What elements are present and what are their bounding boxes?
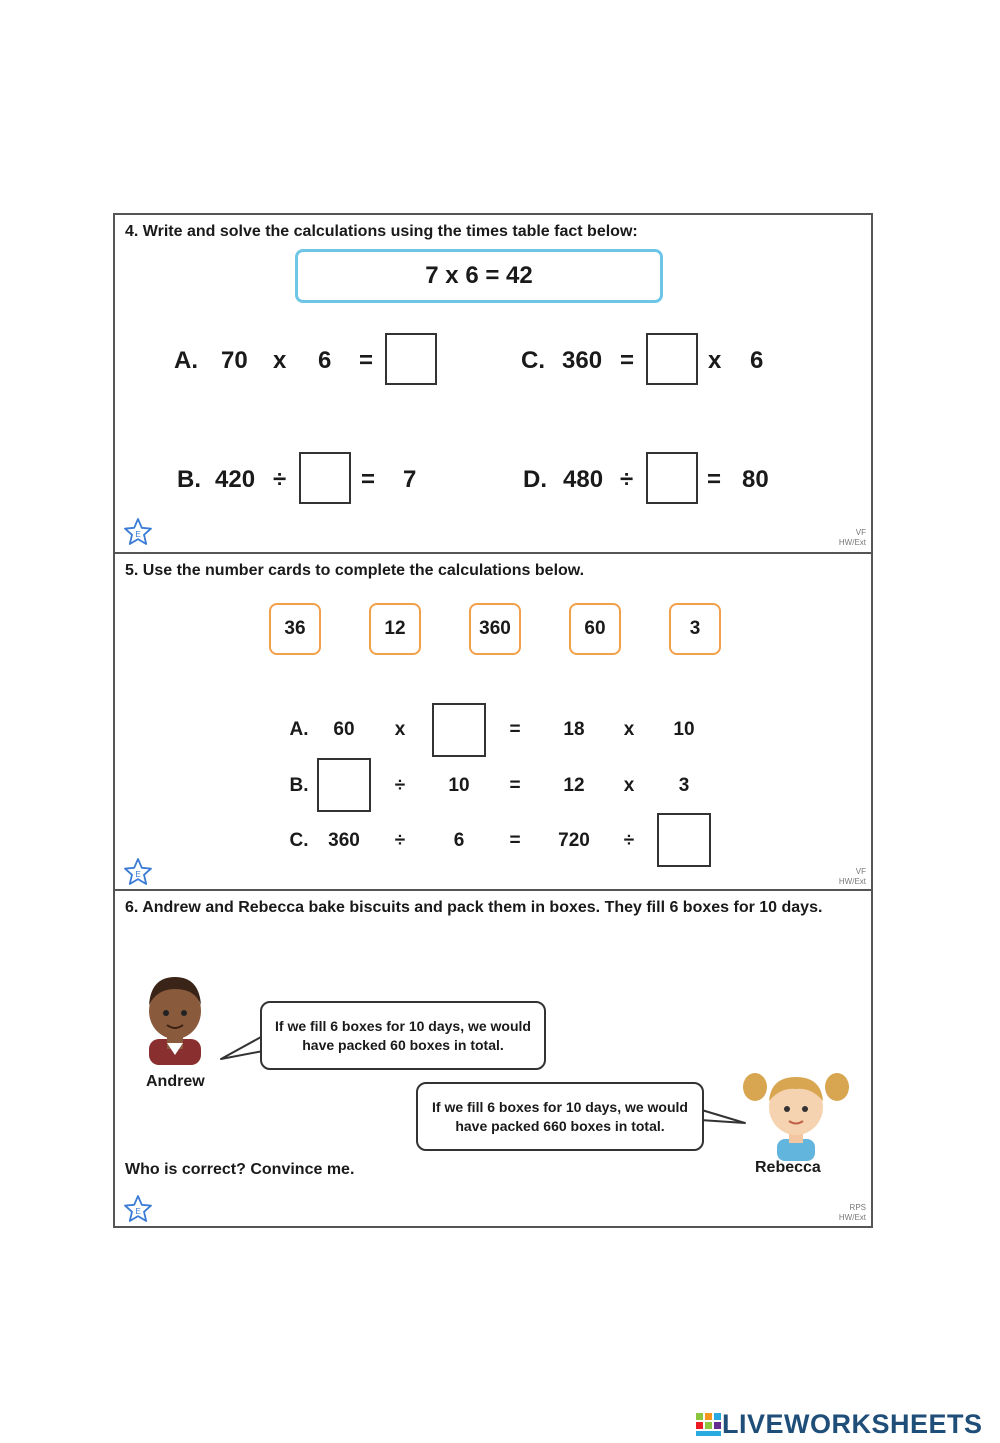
q4d-equals: = (707, 466, 722, 493)
q5a-op2: x (623, 719, 635, 740)
q4c-answer-box[interactable] (646, 333, 698, 385)
q5c-num2: 6 (453, 830, 465, 851)
q4a-answer-box[interactable] (385, 333, 437, 385)
question-5-title: 5. Use the number cards to complete the calculations below. (125, 562, 585, 579)
q5b-num2: 12 (563, 775, 585, 796)
q5a-equals: = (509, 719, 521, 740)
q4c-num1: 360 (562, 347, 603, 374)
q4a-num2: 6 (318, 347, 332, 374)
q5a-answer-box[interactable] (432, 703, 486, 757)
q5a-op1: x (394, 719, 406, 740)
q4a-label: A. (174, 347, 198, 374)
brand-name: LIVEWORKSHEETS (722, 1409, 983, 1439)
q4d-num2: 80 (742, 466, 769, 493)
number-card[interactable]: 60 (569, 603, 621, 655)
q4b-answer-box[interactable] (299, 452, 351, 504)
q5b-num3: 3 (678, 775, 690, 796)
q4d-label: D. (523, 466, 547, 493)
q4d-op: ÷ (620, 466, 634, 493)
question-6-title: 6. Andrew and Rebecca bake biscuits and pack them in boxes. They fill 6 boxes for 10 days. (125, 899, 823, 916)
star-letter: E (135, 870, 141, 879)
worksheet (113, 213, 873, 1228)
question-4-title: 4. Write and solve the calculations using the times table fact below: (125, 223, 638, 240)
q5c-op2: ÷ (623, 830, 635, 851)
number-card[interactable]: 12 (369, 603, 421, 655)
q5b-num1: 10 (448, 775, 470, 796)
q5a-num1: 60 (333, 719, 355, 740)
q4a-num1: 70 (221, 347, 248, 374)
question-6-prompt: Who is correct? Convince me. (125, 1161, 355, 1178)
q6-code: RPS HW/Ext (838, 1203, 866, 1222)
q4b-label: B. (177, 466, 201, 493)
q5c-answer-box[interactable] (657, 813, 711, 867)
q4b-num2: 7 (403, 466, 417, 493)
q4a-op: x (273, 347, 287, 374)
star-letter: E (135, 530, 141, 539)
number-card[interactable]: 3 (669, 603, 721, 655)
q4c-equals: = (620, 347, 635, 374)
q4d-num1: 480 (563, 466, 604, 493)
q4d-answer-box[interactable] (646, 452, 698, 504)
star-icon (123, 517, 153, 547)
q5b-answer-box[interactable] (317, 758, 371, 812)
andrew-speech-bubble: If we fill 6 boxes for 10 days, we would have packed 60 boxes in total. (260, 1001, 546, 1070)
star-icon (123, 1194, 153, 1224)
question-6 (115, 891, 871, 1226)
q5c-equals: = (509, 830, 521, 851)
q5c-num1: 360 (328, 830, 360, 851)
q4c-op: x (708, 347, 722, 374)
star-letter: E (135, 1207, 141, 1216)
q4-code: VF HW/Ext (838, 528, 866, 547)
q5c-label: C. (289, 830, 309, 851)
q5b-label: B. (289, 775, 309, 796)
question-5 (115, 554, 871, 891)
q5-code: VF HW/Ext (838, 867, 866, 886)
q4c-num2: 6 (750, 347, 764, 374)
q5a-num3: 10 (673, 719, 695, 740)
q5b-op1: ÷ (394, 775, 406, 796)
q4b-op: ÷ (273, 466, 287, 493)
andrew-avatar (139, 969, 211, 1065)
q4c-label: C. (521, 347, 545, 374)
q4b-num1: 420 (215, 466, 256, 493)
rebecca-avatar (741, 1061, 851, 1161)
rebecca-name: Rebecca (755, 1159, 821, 1176)
q5c-op1: ÷ (394, 830, 406, 851)
q5a-num2: 18 (563, 719, 585, 740)
q4b-equals: = (361, 466, 376, 493)
question-4 (115, 215, 871, 554)
times-table-fact: 7 x 6 = 42 (295, 249, 663, 303)
q5b-op2: x (623, 775, 635, 796)
logo-icon (696, 1413, 722, 1437)
q5c-num3: 720 (558, 830, 590, 851)
q5a-label: A. (289, 719, 309, 740)
q5b-equals: = (509, 775, 521, 796)
andrew-name: Andrew (146, 1073, 205, 1090)
number-card[interactable]: 36 (269, 603, 321, 655)
star-icon (123, 857, 153, 887)
liveworksheets-logo (696, 1409, 983, 1440)
rebecca-speech-bubble: If we fill 6 boxes for 10 days, we would have packed 660 boxes in total. (416, 1082, 704, 1151)
q4a-equals: = (359, 347, 374, 374)
number-card[interactable]: 360 (469, 603, 521, 655)
